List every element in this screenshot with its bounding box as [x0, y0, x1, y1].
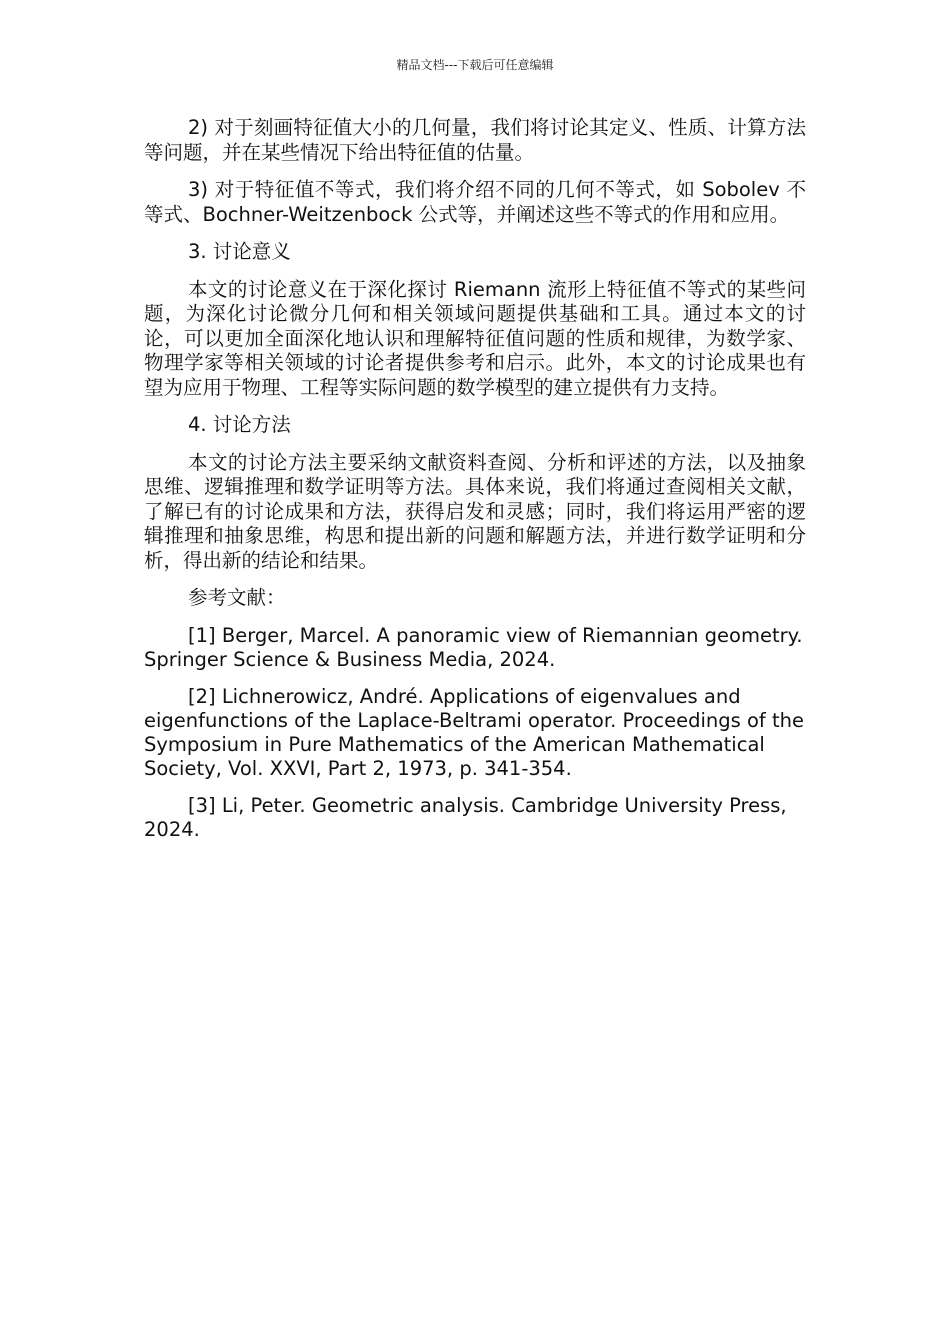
paragraph-item-2: 2) 对于刻画特征值大小的几何量，我们将讨论其定义、性质、计算方法等问题，并在某些情况下给出特征值的估量。: [144, 116, 806, 164]
document-body: [144, 116, 806, 855]
reference-3: [3] Li, Peter. Geometric analysis. Cambridge University Press, 2024.: [144, 793, 787, 841]
section-heading-method: 4. 讨论方法: [188, 413, 291, 436]
reference-2: [2] Lichnerowicz, André. Applications of eigenvalues and eigenfunctions of the Laplace-Beltrami operator. Proceedings of the Symposium in Pure Mathematics of the American Mathematical Society, Vol. XXVI, Part 2, 1973, p. 341-354.: [144, 684, 805, 780]
paragraph-item-3: 3) 对于特征值不等式，我们将介绍不同的几何不等式，如 Sobolev 不等式、Bochner-Weitzenbock 公式等，并阐述这些不等式的作用和应用。: [144, 178, 806, 226]
references-heading: 参考文献：: [188, 586, 286, 609]
page-header: 精品文档---下载后可任意编辑: [396, 58, 554, 72]
paragraph-method: 本文的讨论方法主要采纳文献资料查阅、分析和评述的方法，以及抽象思维、逻辑推理和数学证明等方法。具体来说，我们将通过查阅相关文献，了解已有的讨论成果和方法，获得启发和灵感；同时，我们将运用严密的逻辑推理和抽象思维，构思和提出新的问题和解题方法，并进行数学证明和分析，得出新的结论和结果。: [144, 450, 806, 572]
section-heading-significance: 3. 讨论意义: [188, 240, 291, 263]
reference-1: [1] Berger, Marcel. A panoramic view of Riemannian geometry. Springer Science & Business Media, 2024.: [144, 623, 803, 671]
paragraph-significance: 本文的讨论意义在于深化探讨 Riemann 流形上特征值不等式的某些问题，为深化讨论微分几何和相关领域问题提供基础和工具。通过本文的讨论，可以更加全面深化地认识和理解特征值问题的性质和规律，为数学家、物理学家等相关领域的讨论者提供参考和启示。此外，本文的讨论成果也有望为应用于物理、工程等实际问题的数学模型的建立提供有力支持。: [144, 277, 806, 399]
